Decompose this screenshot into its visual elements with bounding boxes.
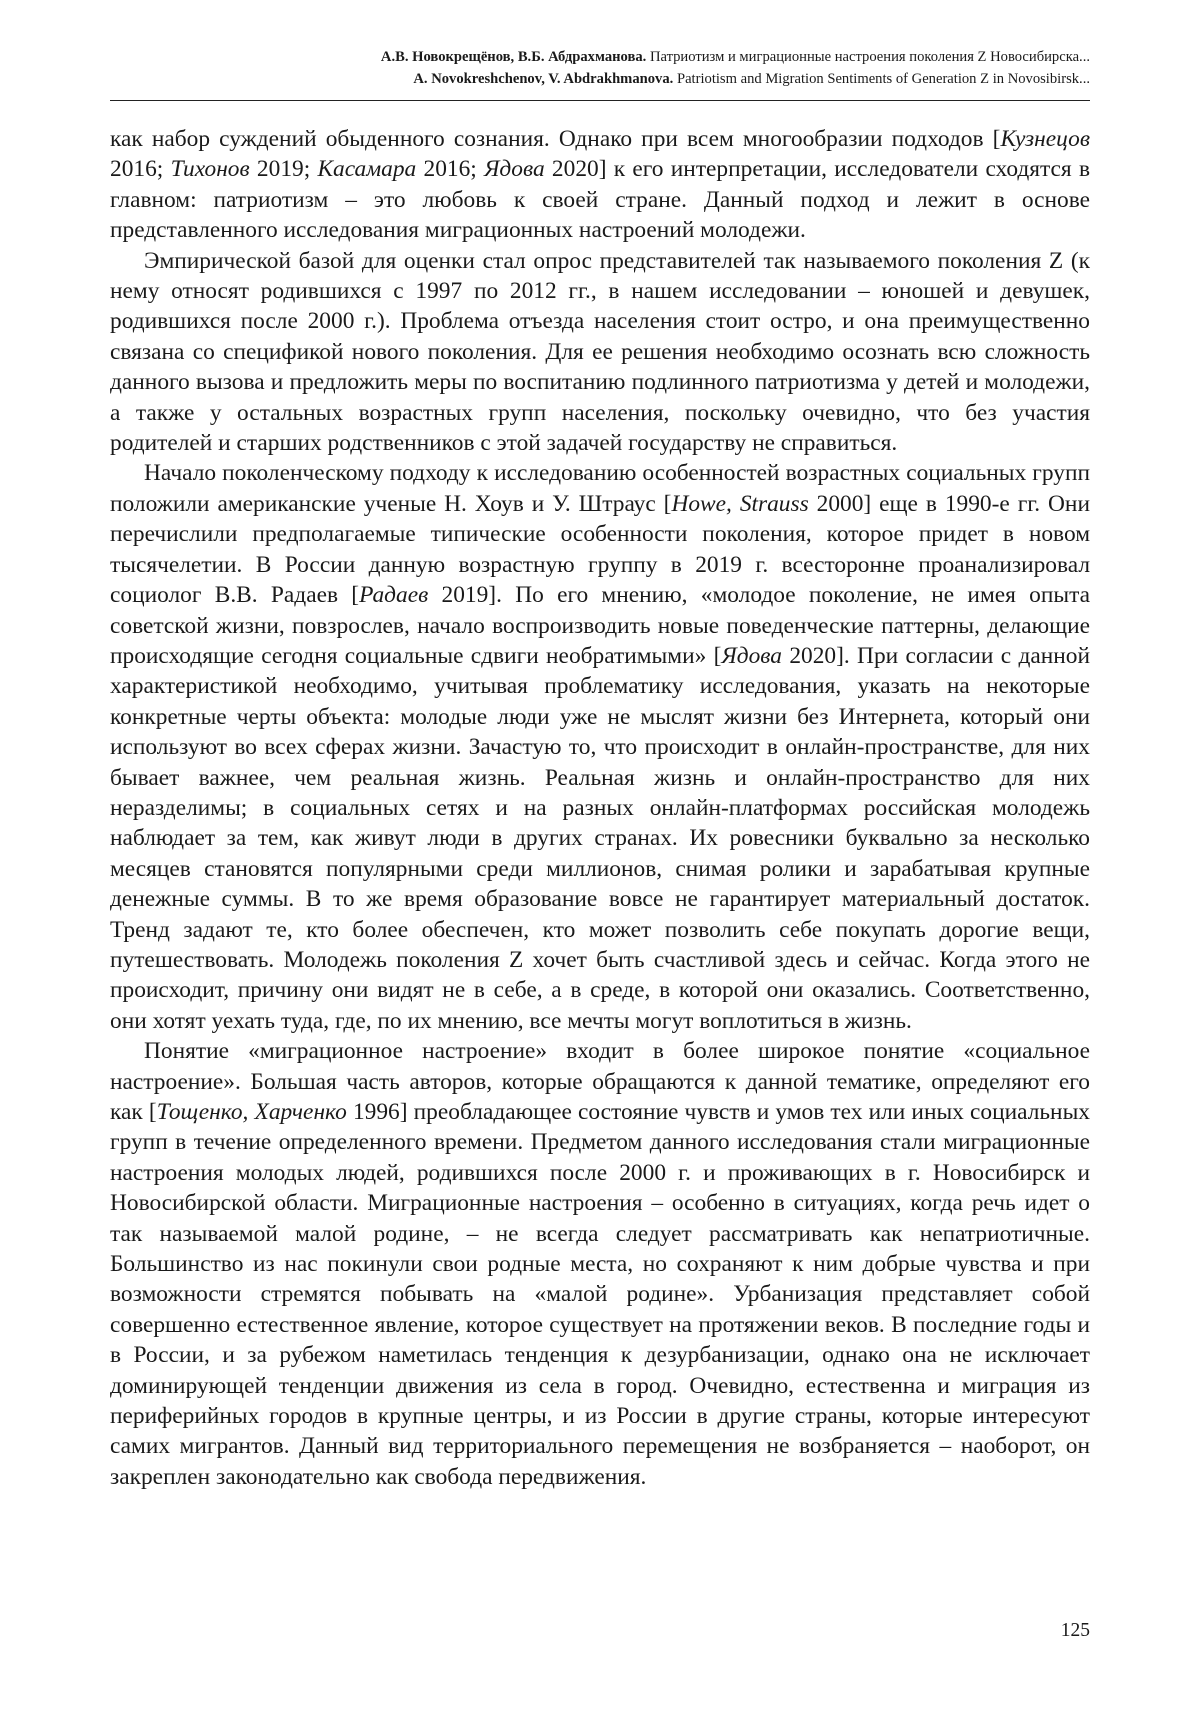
running-head-authors-en: A. Novokreshchenov, V. Abdrakhmanova.: [413, 71, 674, 87]
text-run: как набор суждений обыденного сознания. Однако при всем многообразии подходов [: [110, 126, 1001, 152]
running-head-authors-ru: А.В. Новокрещёнов, В.Б. Абдрахманова.: [380, 49, 647, 65]
text-run: Понятие «миграционное настроение» входит в более широкое понятие «социальное настроение». Большая часть авторов, которые обращаются к данной тематике, определяют его как [: [110, 1038, 1090, 1125]
running-head-line-en: [110, 68, 1090, 90]
citation-author: Тихонов: [170, 156, 250, 183]
running-head-title-en: Patriotism and Migration Sentiments of Generation Z in Novosibirsk...: [676, 71, 1090, 87]
citation-author: Радаев: [359, 582, 429, 609]
text-run: 2020]. При согласии с данной характеристикой необходимо, учитывая проблематику исследования, указать на некоторые конкретные черты объекта: молодые люди уже не мыслят жизни без Интернета, который они используют во всех сферах жизни. Зачастую то, что происходит в онлайн-пространстве, для них бывает важнее, чем реальная жизнь. Реальная жизнь и онлайн-пространство для них неразделимы; в социальных сетях и на разных онлайн-платформах российская молодежь наблюдает за тем, как живут люди в других странах. Их ровесники буквально за несколько месяцев становятся популярными среди миллионов, снимая ролики и зарабатывая крупные денежные суммы. В то же время образование вовсе не гарантирует материальный достаток. Тренд задают те, кто более обеспечен, кто может позволить себе покупать дорогие вещи, путешествовать. Молодежь поколения Z хочет быть счастливой здесь и сейчас. Когда этого не происходит, причину они видят не в себе, а в среде, в которой они оказались. Соответственно, они хотят уехать туда, где, по их мнению, все мечты могут воплотиться в жизнь.: [110, 642, 1090, 1034]
text-run: 2019;: [249, 156, 318, 183]
text-run: Эмпирической базой для оценки стал опрос представителей так называемого поколения Z (к нему относят родившихся с 1997 по 2012 гг., в нашем исследовании – юношей и девушек, родившихся после 2000 г.). Проблема отъезда населения стоит остро, и она преимущественно связана со спецификой нового поколения. Для ее решения необходимо осознать всю сложность данного вызова и предложить меры по воспитанию подлинного патриотизма у детей и молодежи, а также у остальных возрастных групп населения, поскольку очевидно, что без участия родителей и старших родственников с этой задачей государству не справиться.: [110, 247, 1090, 457]
paragraph: [110, 458, 1090, 1036]
citation-author: Тощенко, Харченко: [156, 1099, 347, 1125]
citation-author: Касамара: [317, 156, 417, 183]
citation-author: Ядова: [721, 642, 782, 669]
text-run: 2019]. По его мнению, «молодое поколение, не имея опыта советской жизни, повзрослев, начало воспроизводить новые поведенческие паттерны, делающие происходящие сегодня социальные сдвиги необратимыми» [: [110, 582, 1090, 669]
paragraph: [110, 124, 1090, 246]
text-run: 2000] еще в 1990-е гг. Они перечислили предполагаемые типические особенности поколения, которое придет в новом тысячелетии. В России данную возрастную группу в 2019 г. всесторонне проанализировал социолог В.В. Радаев [: [110, 490, 1090, 609]
text-run: Начало поколенческому подходу к исследованию особенностей возрастных социальных групп положили американские ученые Н. Хоув и У. Штраус [: [110, 460, 1090, 517]
text-run: 1996] преобладающее состояние чувств и умов тех или иных социальных групп в течение определенного времени. Предметом данного исследования стали миграционные настроения молодых людей, родившихся после 2000 г. и проживающих в г. Новосибирск и Новосибирской области. Миграционные настроения – особенно в ситуациях, когда речь идет о так называемой малой родине, – не всегда следует рассматривать как непатриотичные. Большинство из нас покинули свои родные места, но сохраняют к ним добрые чувства и при возможности стремятся побывать на «малой родине». Урбанизация представляет собой совершенно естественное явление, которое существует на протяжении веков. В последние годы и в России, и за рубежом наметилась тенденция к дезурбанизации, однако она не исключает доминирующей тенденции движения из села в город. Очевидно, естественна и миграция из периферийных городов в крупные центры, и из России в другие страны, которые интересуют самих мигрантов. Данный вид территориального перемещения не возбраняется – наоборот, он закреплен законодательно как свобода передвижения.: [110, 1099, 1090, 1490]
citation-author: Кузнецов: [1000, 126, 1090, 152]
article-body: [110, 124, 1090, 1492]
running-head-line-ru: [110, 46, 1090, 68]
text-run: 2020] к его интерпретации, исследователи сходятся в главном: патриотизм – это любовь к своей стране. Данный подход и лежит в основе представленного исследования миграционных настроений молодежи.: [110, 156, 1091, 244]
running-head-title-ru: Патриотизм и миграционные настроения поколения Z Новосибирска...: [649, 49, 1090, 65]
citation-author: Ядова: [484, 156, 545, 183]
header-rule: [110, 100, 1090, 101]
paragraph: [110, 1036, 1090, 1492]
text-run: 2016;: [110, 156, 171, 183]
running-head: [110, 46, 1090, 90]
citation-author: Howe, Strauss: [671, 490, 809, 517]
paragraph: [110, 246, 1090, 459]
text-run: 2016;: [416, 156, 485, 183]
page-number: 125: [1060, 1620, 1090, 1641]
